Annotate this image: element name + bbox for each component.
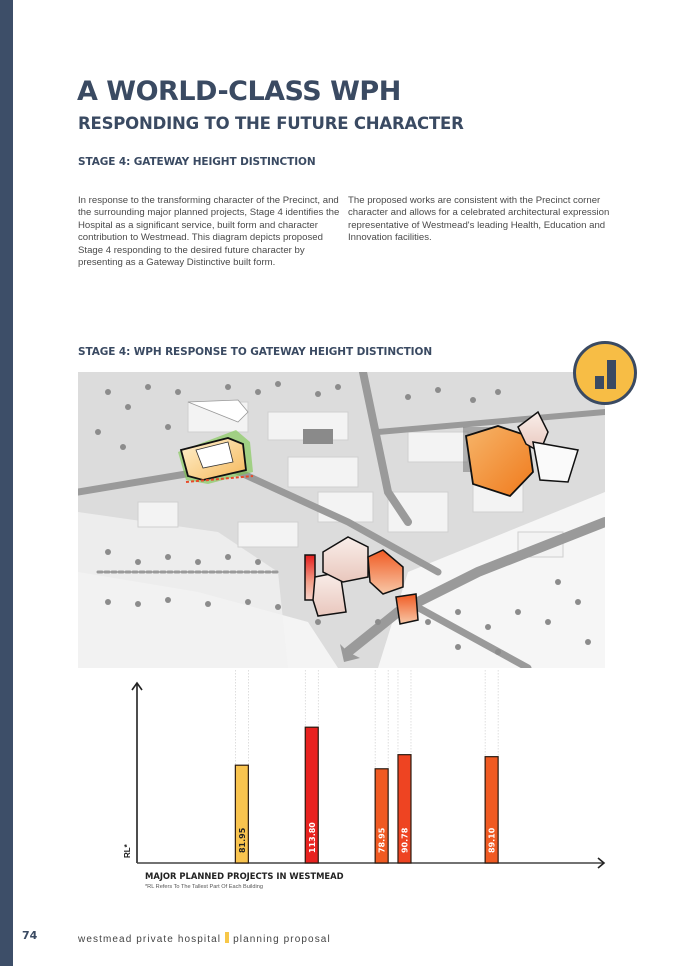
- bar-value-label: 90.78: [400, 827, 410, 853]
- footer-right-text: planning proposal: [233, 934, 331, 945]
- intro-paragraph-right: The proposed works are consistent with the Precinct corner character and allows for a celebrated architectural expression representative of Westmead's leading Health, Education and Innovation facilities.: [348, 195, 610, 244]
- section-heading-gateway: STAGE 4: GATEWAY HEIGHT DISTINCTION: [78, 156, 316, 168]
- bars: [235, 727, 498, 863]
- page-number: 74: [22, 929, 38, 942]
- y-axis-label: RL*: [123, 844, 132, 858]
- section-heading-response: STAGE 4: WPH RESPONSE TO GATEWAY HEIGHT DISTINCTION: [78, 346, 433, 358]
- bar-chart-icon: [576, 344, 634, 402]
- bar-chart-badge: [573, 341, 637, 405]
- left-sidebar-band: [0, 0, 13, 966]
- bar-value-label: 78.95: [377, 827, 387, 853]
- bar-value-label: 81.95: [237, 827, 247, 853]
- page-title: A WORLD-CLASS WPH: [77, 76, 401, 107]
- intro-paragraph-left: In response to the transforming character of the Precinct, and the surrounding major planned projects, Stage 4 identifies the Hospital as a significant service, built form and character contribution to Westmead. This diagram depicts proposed Stage 4 responding to the desired future character by presenting as a Gateway Distinctive built form.: [78, 195, 340, 269]
- footer-text: [78, 932, 331, 945]
- x-axis-label: MAJOR PLANNED PROJECTS IN WESTMEAD: [145, 871, 344, 881]
- footer-separator: [225, 932, 229, 943]
- footer-left-text: westmead private hospital: [78, 934, 222, 945]
- dotted-guide-lines: [235, 670, 498, 769]
- page-subtitle: RESPONDING TO THE FUTURE CHARACTER: [78, 114, 464, 133]
- bar-value-label: 113.80: [307, 822, 317, 853]
- chart-footnote: *RL Refers To The Tallest Part Of Each Building: [145, 884, 263, 890]
- bar-value-label: 89.10: [487, 827, 497, 853]
- map-dark-block: [303, 429, 333, 444]
- precinct-axonometric-map: [78, 372, 605, 668]
- rl-bar-chart: [100, 670, 620, 900]
